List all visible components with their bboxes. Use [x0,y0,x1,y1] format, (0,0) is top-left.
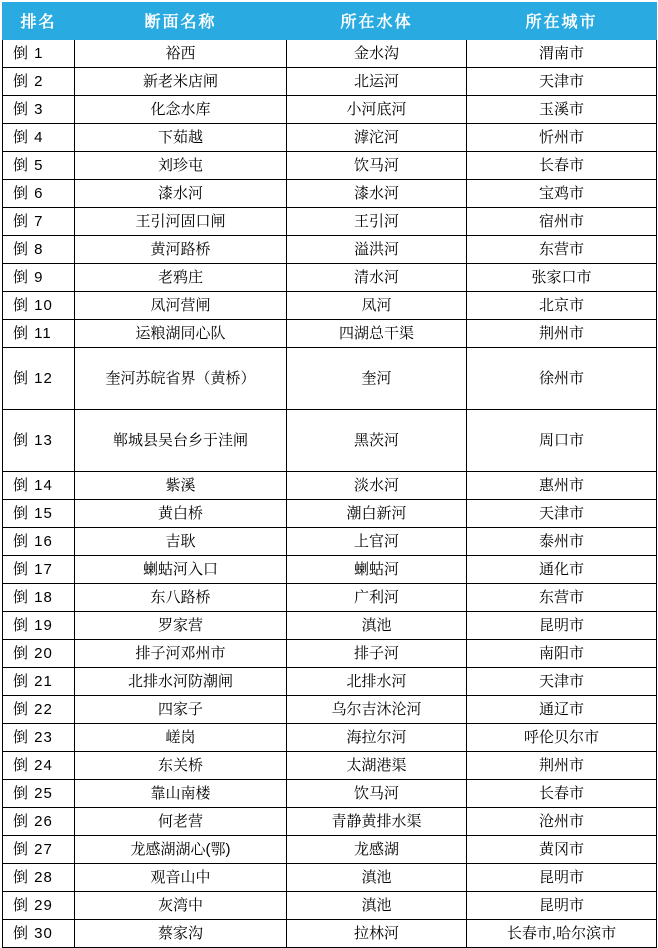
cell-rank: 倒 4 [3,124,75,152]
table-row [3,180,657,208]
cell-rank: 倒 29 [3,892,75,920]
table-row [3,808,657,836]
table-row [3,348,657,410]
cell-water-body: 滇池 [287,864,467,892]
cell-water-body: 滹沱河 [287,124,467,152]
cell-rank: 倒 26 [3,808,75,836]
cell-water-body: 王引河 [287,208,467,236]
column-header-section-name: 断面名称 [75,3,287,40]
cell-city: 宿州市 [467,208,657,236]
table-row [3,472,657,500]
cell-rank: 倒 2 [3,68,75,96]
cell-section-name: 裕西 [75,40,287,68]
table-row [3,668,657,696]
cell-city: 荆州市 [467,320,657,348]
cell-section-name: 吉耿 [75,528,287,556]
cell-section-name: 何老营 [75,808,287,836]
cell-city: 通化市 [467,556,657,584]
table-row [3,640,657,668]
cell-city: 玉溪市 [467,96,657,124]
cell-city: 长春市,哈尔滨市 [467,920,657,948]
cell-section-name: 龙感湖湖心(鄂) [75,836,287,864]
cell-rank: 倒 1 [3,40,75,68]
cell-section-name: 郸城县吴台乡于洼闸 [75,410,287,472]
cell-section-name: 观音山中 [75,864,287,892]
ranking-table-container [0,2,658,948]
cell-rank: 倒 13 [3,410,75,472]
cell-city: 沧州市 [467,808,657,836]
cell-section-name: 罗家营 [75,612,287,640]
cell-water-body: 北排水河 [287,668,467,696]
cell-water-body: 溢洪河 [287,236,467,264]
cell-rank: 倒 14 [3,472,75,500]
cell-rank: 倒 20 [3,640,75,668]
cell-rank: 倒 9 [3,264,75,292]
cell-city: 宝鸡市 [467,180,657,208]
cell-rank: 倒 8 [3,236,75,264]
cell-section-name: 排子河邓州市 [75,640,287,668]
table-row [3,410,657,472]
cell-water-body: 凤河 [287,292,467,320]
cell-city: 东营市 [467,236,657,264]
table-row [3,264,657,292]
cell-water-body: 饮马河 [287,780,467,808]
table-row [3,584,657,612]
table-row [3,836,657,864]
column-header-water-body: 所在水体 [287,3,467,40]
table-row [3,320,657,348]
cell-city: 泰州市 [467,528,657,556]
cell-section-name: 北排水河防潮闸 [75,668,287,696]
cell-city: 昆明市 [467,892,657,920]
cell-city: 东营市 [467,584,657,612]
cell-water-body: 蝲蛄河 [287,556,467,584]
table-row [3,208,657,236]
cell-water-body: 上官河 [287,528,467,556]
cell-section-name: 紫溪 [75,472,287,500]
cell-rank: 倒 24 [3,752,75,780]
cell-section-name: 嵯岗 [75,724,287,752]
cell-rank: 倒 27 [3,836,75,864]
cell-rank: 倒 19 [3,612,75,640]
table-row [3,752,657,780]
cell-section-name: 蝲蛄河入口 [75,556,287,584]
table-row [3,96,657,124]
cell-section-name: 王引河固口闸 [75,208,287,236]
cell-city: 长春市 [467,780,657,808]
cell-city: 周口市 [467,410,657,472]
cell-water-body: 淡水河 [287,472,467,500]
cell-rank: 倒 30 [3,920,75,948]
cell-city: 呼伦贝尔市 [467,724,657,752]
cell-rank: 倒 3 [3,96,75,124]
cell-section-name: 老鸦庄 [75,264,287,292]
cell-rank: 倒 11 [3,320,75,348]
cell-section-name: 靠山南楼 [75,780,287,808]
cell-water-body: 奎河 [287,348,467,410]
cell-section-name: 灰湾中 [75,892,287,920]
cell-water-body: 黑茨河 [287,410,467,472]
cell-section-name: 四家子 [75,696,287,724]
cell-section-name: 下茹越 [75,124,287,152]
column-header-rank: 排名 [3,3,75,40]
table-row [3,40,657,68]
table-row [3,236,657,264]
cell-water-body: 饮马河 [287,152,467,180]
cell-rank: 倒 6 [3,180,75,208]
cell-section-name: 运粮湖同心队 [75,320,287,348]
table-row [3,292,657,320]
cell-water-body: 漆水河 [287,180,467,208]
table-header-row [3,3,657,40]
cell-rank: 倒 21 [3,668,75,696]
cell-water-body: 北运河 [287,68,467,96]
table-row [3,920,657,948]
cell-water-body: 太湖港渠 [287,752,467,780]
cell-rank: 倒 12 [3,348,75,410]
cell-city: 忻州市 [467,124,657,152]
cell-water-body: 排子河 [287,640,467,668]
cell-section-name: 化念水库 [75,96,287,124]
cell-city: 长春市 [467,152,657,180]
table-body [3,40,657,948]
cell-city: 黄冈市 [467,836,657,864]
cell-section-name: 黄河路桥 [75,236,287,264]
cell-rank: 倒 16 [3,528,75,556]
cell-rank: 倒 25 [3,780,75,808]
cell-water-body: 潮白新河 [287,500,467,528]
ranking-table [2,2,657,948]
cell-section-name: 东八路桥 [75,584,287,612]
cell-section-name: 新老米店闸 [75,68,287,96]
cell-city: 天津市 [467,500,657,528]
cell-city: 昆明市 [467,612,657,640]
cell-water-body: 广利河 [287,584,467,612]
cell-water-body: 拉林河 [287,920,467,948]
cell-section-name: 漆水河 [75,180,287,208]
table-row [3,780,657,808]
table-row [3,124,657,152]
cell-section-name: 奎河苏皖省界（黄桥） [75,348,287,410]
cell-section-name: 蔡家沟 [75,920,287,948]
cell-rank: 倒 10 [3,292,75,320]
table-row [3,892,657,920]
column-header-city: 所在城市 [467,3,657,40]
cell-city: 北京市 [467,292,657,320]
cell-section-name: 东关桥 [75,752,287,780]
cell-city: 南阳市 [467,640,657,668]
table-row [3,724,657,752]
table-row [3,612,657,640]
cell-section-name: 黄白桥 [75,500,287,528]
table-row [3,528,657,556]
cell-city: 惠州市 [467,472,657,500]
cell-city: 徐州市 [467,348,657,410]
table-row [3,152,657,180]
cell-rank: 倒 15 [3,500,75,528]
cell-water-body: 小河底河 [287,96,467,124]
cell-water-body: 四湖总干渠 [287,320,467,348]
table-row [3,696,657,724]
cell-water-body: 龙感湖 [287,836,467,864]
cell-rank: 倒 7 [3,208,75,236]
cell-city: 渭南市 [467,40,657,68]
table-row [3,68,657,96]
table-row [3,500,657,528]
table-row [3,556,657,584]
cell-city: 荆州市 [467,752,657,780]
table-header [3,3,657,40]
cell-water-body: 青静黄排水渠 [287,808,467,836]
cell-rank: 倒 17 [3,556,75,584]
cell-rank: 倒 23 [3,724,75,752]
cell-water-body: 海拉尔河 [287,724,467,752]
cell-water-body: 金水沟 [287,40,467,68]
table-row [3,864,657,892]
cell-city: 天津市 [467,668,657,696]
cell-water-body: 乌尔吉沐沦河 [287,696,467,724]
cell-rank: 倒 18 [3,584,75,612]
cell-water-body: 滇池 [287,892,467,920]
cell-city: 张家口市 [467,264,657,292]
cell-rank: 倒 5 [3,152,75,180]
cell-section-name: 刘珍屯 [75,152,287,180]
cell-rank: 倒 28 [3,864,75,892]
cell-city: 天津市 [467,68,657,96]
cell-section-name: 凤河营闸 [75,292,287,320]
cell-rank: 倒 22 [3,696,75,724]
cell-water-body: 清水河 [287,264,467,292]
cell-city: 通辽市 [467,696,657,724]
cell-city: 昆明市 [467,864,657,892]
cell-water-body: 滇池 [287,612,467,640]
